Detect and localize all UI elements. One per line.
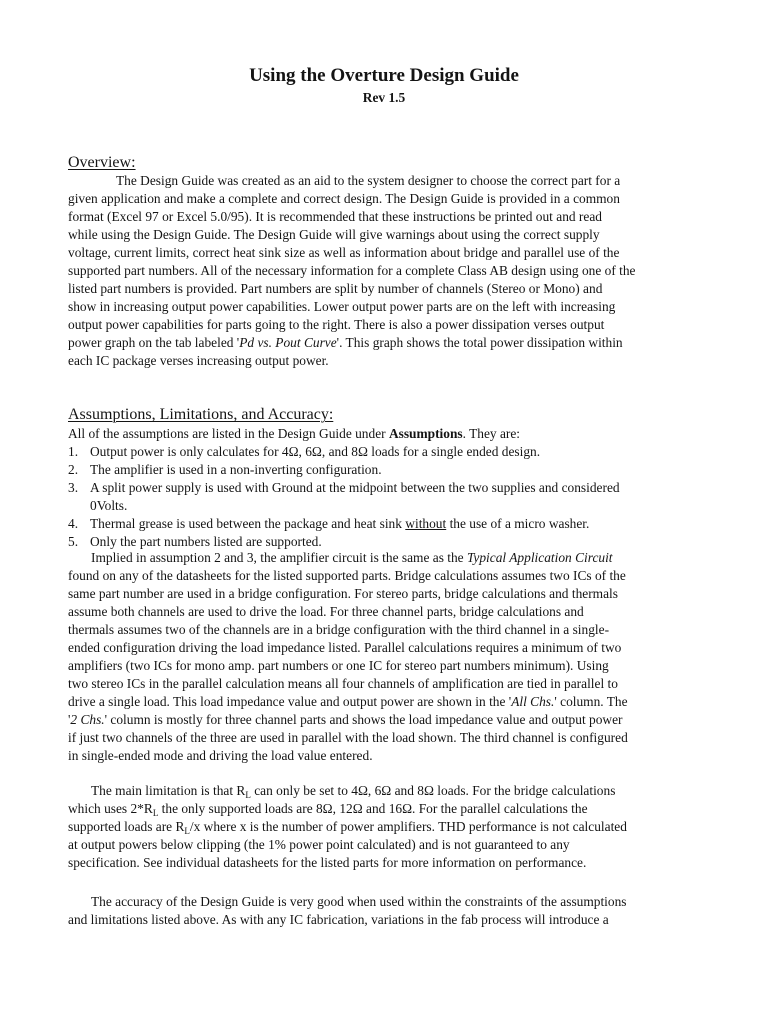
implied-line: two stereo ICs in the parallel calculation means all four channels of amplification are tied in parallel to [68, 676, 618, 691]
overview-paragraph [68, 172, 700, 370]
limitation-line: specification. See individual datasheets for the listed parts for more information on performance. [68, 855, 587, 870]
subscript: L [152, 808, 159, 818]
list-number: 3. [68, 480, 79, 495]
limitation-text: which uses 2*R [68, 801, 153, 816]
implied-line: ended configuration driving the load impedance listed. Parallel calculations requires a minimum of two [68, 640, 622, 655]
overview-line: supported part numbers. All of the necessary information for a complete Class AB design using one of the [68, 263, 636, 278]
limitation-text-end: /x where x is the number of power amplifiers. THD performance is not calculated [189, 819, 627, 834]
list-number: 5. [68, 534, 79, 549]
list-number: 4. [68, 516, 79, 531]
accuracy-paragraph [68, 893, 700, 929]
assumptions-intro-line [68, 425, 700, 443]
limitation-line [68, 818, 700, 836]
assumptions-intro [68, 425, 700, 443]
implied-paragraph [68, 549, 700, 765]
assumptions-heading-text: Assumptions, Limitations, and Accuracy: [68, 406, 334, 423]
intro-bold-term: Assumptions [388, 426, 463, 441]
overview-line: show in increasing output power capabilities. Lower output power parts are on the left with increasing [68, 299, 616, 314]
list-text: The amplifier is used in a non-inverting configuration. [90, 462, 382, 477]
intro-text-end: . They are: [462, 426, 521, 441]
limitation-text-end: can only be set to 4Ω, 6Ω and 8Ω loads. For the bridge calculations [250, 783, 616, 798]
list-text: Thermal grease is used between the package and heat sink [90, 516, 406, 531]
implied-text-end: ' column is mostly for three channel parts and shows the load impedance value and output power [104, 712, 623, 727]
assumptions-heading [68, 405, 333, 425]
list-number: 1. [68, 444, 79, 459]
implied-line [68, 711, 700, 729]
implied-line [68, 549, 700, 567]
limitation-line [68, 782, 700, 800]
implied-line: same part number are used in a bridge configuration. For stereo parts, bridge calculations and thermals [68, 586, 618, 601]
overview-line: listed part numbers is provided. Part numbers are split by number of channels (Stereo or Mono) and [68, 281, 603, 296]
limitation-text: supported loads are R [68, 819, 185, 834]
column-name: All Chs. [511, 694, 555, 709]
overview-line: given application and make a complete and correct design. The Design Guide is provided in a common [68, 191, 620, 206]
overview-heading [68, 153, 136, 173]
list-item [68, 461, 700, 479]
implied-text: drive a single load. This load impedance value and output power are shown in the ' [68, 694, 512, 709]
implied-line [68, 693, 700, 711]
list-item [68, 515, 700, 533]
column-name: 2 Chs. [70, 712, 105, 727]
document-title: Using the Overture Design Guide [249, 65, 519, 86]
implied-line: amplifiers (two ICs for mono amp. part numbers or one IC for stereo part numbers minimum). Using [68, 658, 609, 673]
underlined-word: without [405, 516, 447, 531]
list-text: Only the part numbers listed are supported. [90, 534, 322, 549]
list-text: A split power supply is used with Ground at the midpoint between the two supplies and considered [90, 480, 620, 495]
circuit-name: Typical Application Circuit [466, 550, 613, 565]
limitation-paragraph [68, 782, 700, 872]
overview-line: The Design Guide was created as an aid to the system designer to choose the correct part for a [116, 173, 621, 188]
implied-line: found on any of the datasheets for the listed supported parts. Bridge calculations assumes two ICs of the [68, 568, 626, 583]
implied-line: thermals assumes two of the channels are in a bridge configuration with the third channel in a single- [68, 622, 610, 637]
limitation-text: The main limitation is that R [91, 783, 246, 798]
list-item [68, 443, 700, 461]
overview-line: each IC package verses increasing output power. [68, 353, 329, 368]
list-text-continued: 0Volts. [90, 498, 128, 513]
overview-line: output power capabilities for parts going to the right. There is also a power dissipation verses output [68, 317, 605, 332]
implied-line: assume both channels are used to drive the load. For three channel parts, bridge calculations and [68, 604, 584, 619]
implied-text: Implied in assumption 2 and 3, the amplifier circuit is the same as the [91, 550, 467, 565]
list-text-end: the use of a micro washer. [446, 516, 590, 531]
implied-line: if just two channels of the three are used in parallel with the load shown. The third channel is configured [68, 730, 628, 745]
overview-heading-text: Overview: [68, 154, 136, 171]
assumptions-list [68, 443, 700, 551]
list-item [68, 479, 700, 515]
limitation-line: at output powers below clipping (the 1% power point calculated) and is not guaranteed to any [68, 837, 570, 852]
implied-text: ' [68, 712, 71, 727]
limitation-line [68, 800, 700, 818]
overview-line: while using the Design Guide. The Design Guide will give warnings about using the correct supply [68, 227, 600, 242]
revision-label: Rev 1.5 [362, 90, 406, 105]
overview-line: power graph on the tab labeled 'Pd vs. Pout Curve'. This graph shows the total power dissipation within [68, 335, 623, 350]
implied-line: in single-ended mode and driving the load value entered. [68, 748, 373, 763]
overview-line: format (Excel 97 or Excel 5.0/95). It is recommended that these instructions be printed out and read [68, 209, 602, 224]
implied-text-end: ' column. The [554, 694, 628, 709]
list-text: Output power is only calculates for 4Ω, 6Ω, and 8Ω loads for a single ended design. [90, 444, 541, 459]
accuracy-line: and limitations listed above. As with any IC fabrication, variations in the fab process will introduce a [68, 912, 609, 927]
subscript: L [184, 826, 190, 836]
accuracy-line: The accuracy of the Design Guide is very good when used within the constraints of the assumptions [91, 894, 627, 909]
subscript: L [245, 790, 251, 800]
intro-text: All of the assumptions are listed in the Design Guide under [68, 426, 389, 441]
list-number: 2. [68, 462, 79, 477]
tab-name: Pd vs. Pout Curve [239, 335, 337, 350]
limitation-text-end: the only supported loads are 8Ω, 12Ω and 16Ω. For the parallel calculations the [158, 801, 588, 816]
overview-line: voltage, current limits, correct heat sink size as well as information about bridge and parallel use of the [68, 245, 620, 260]
